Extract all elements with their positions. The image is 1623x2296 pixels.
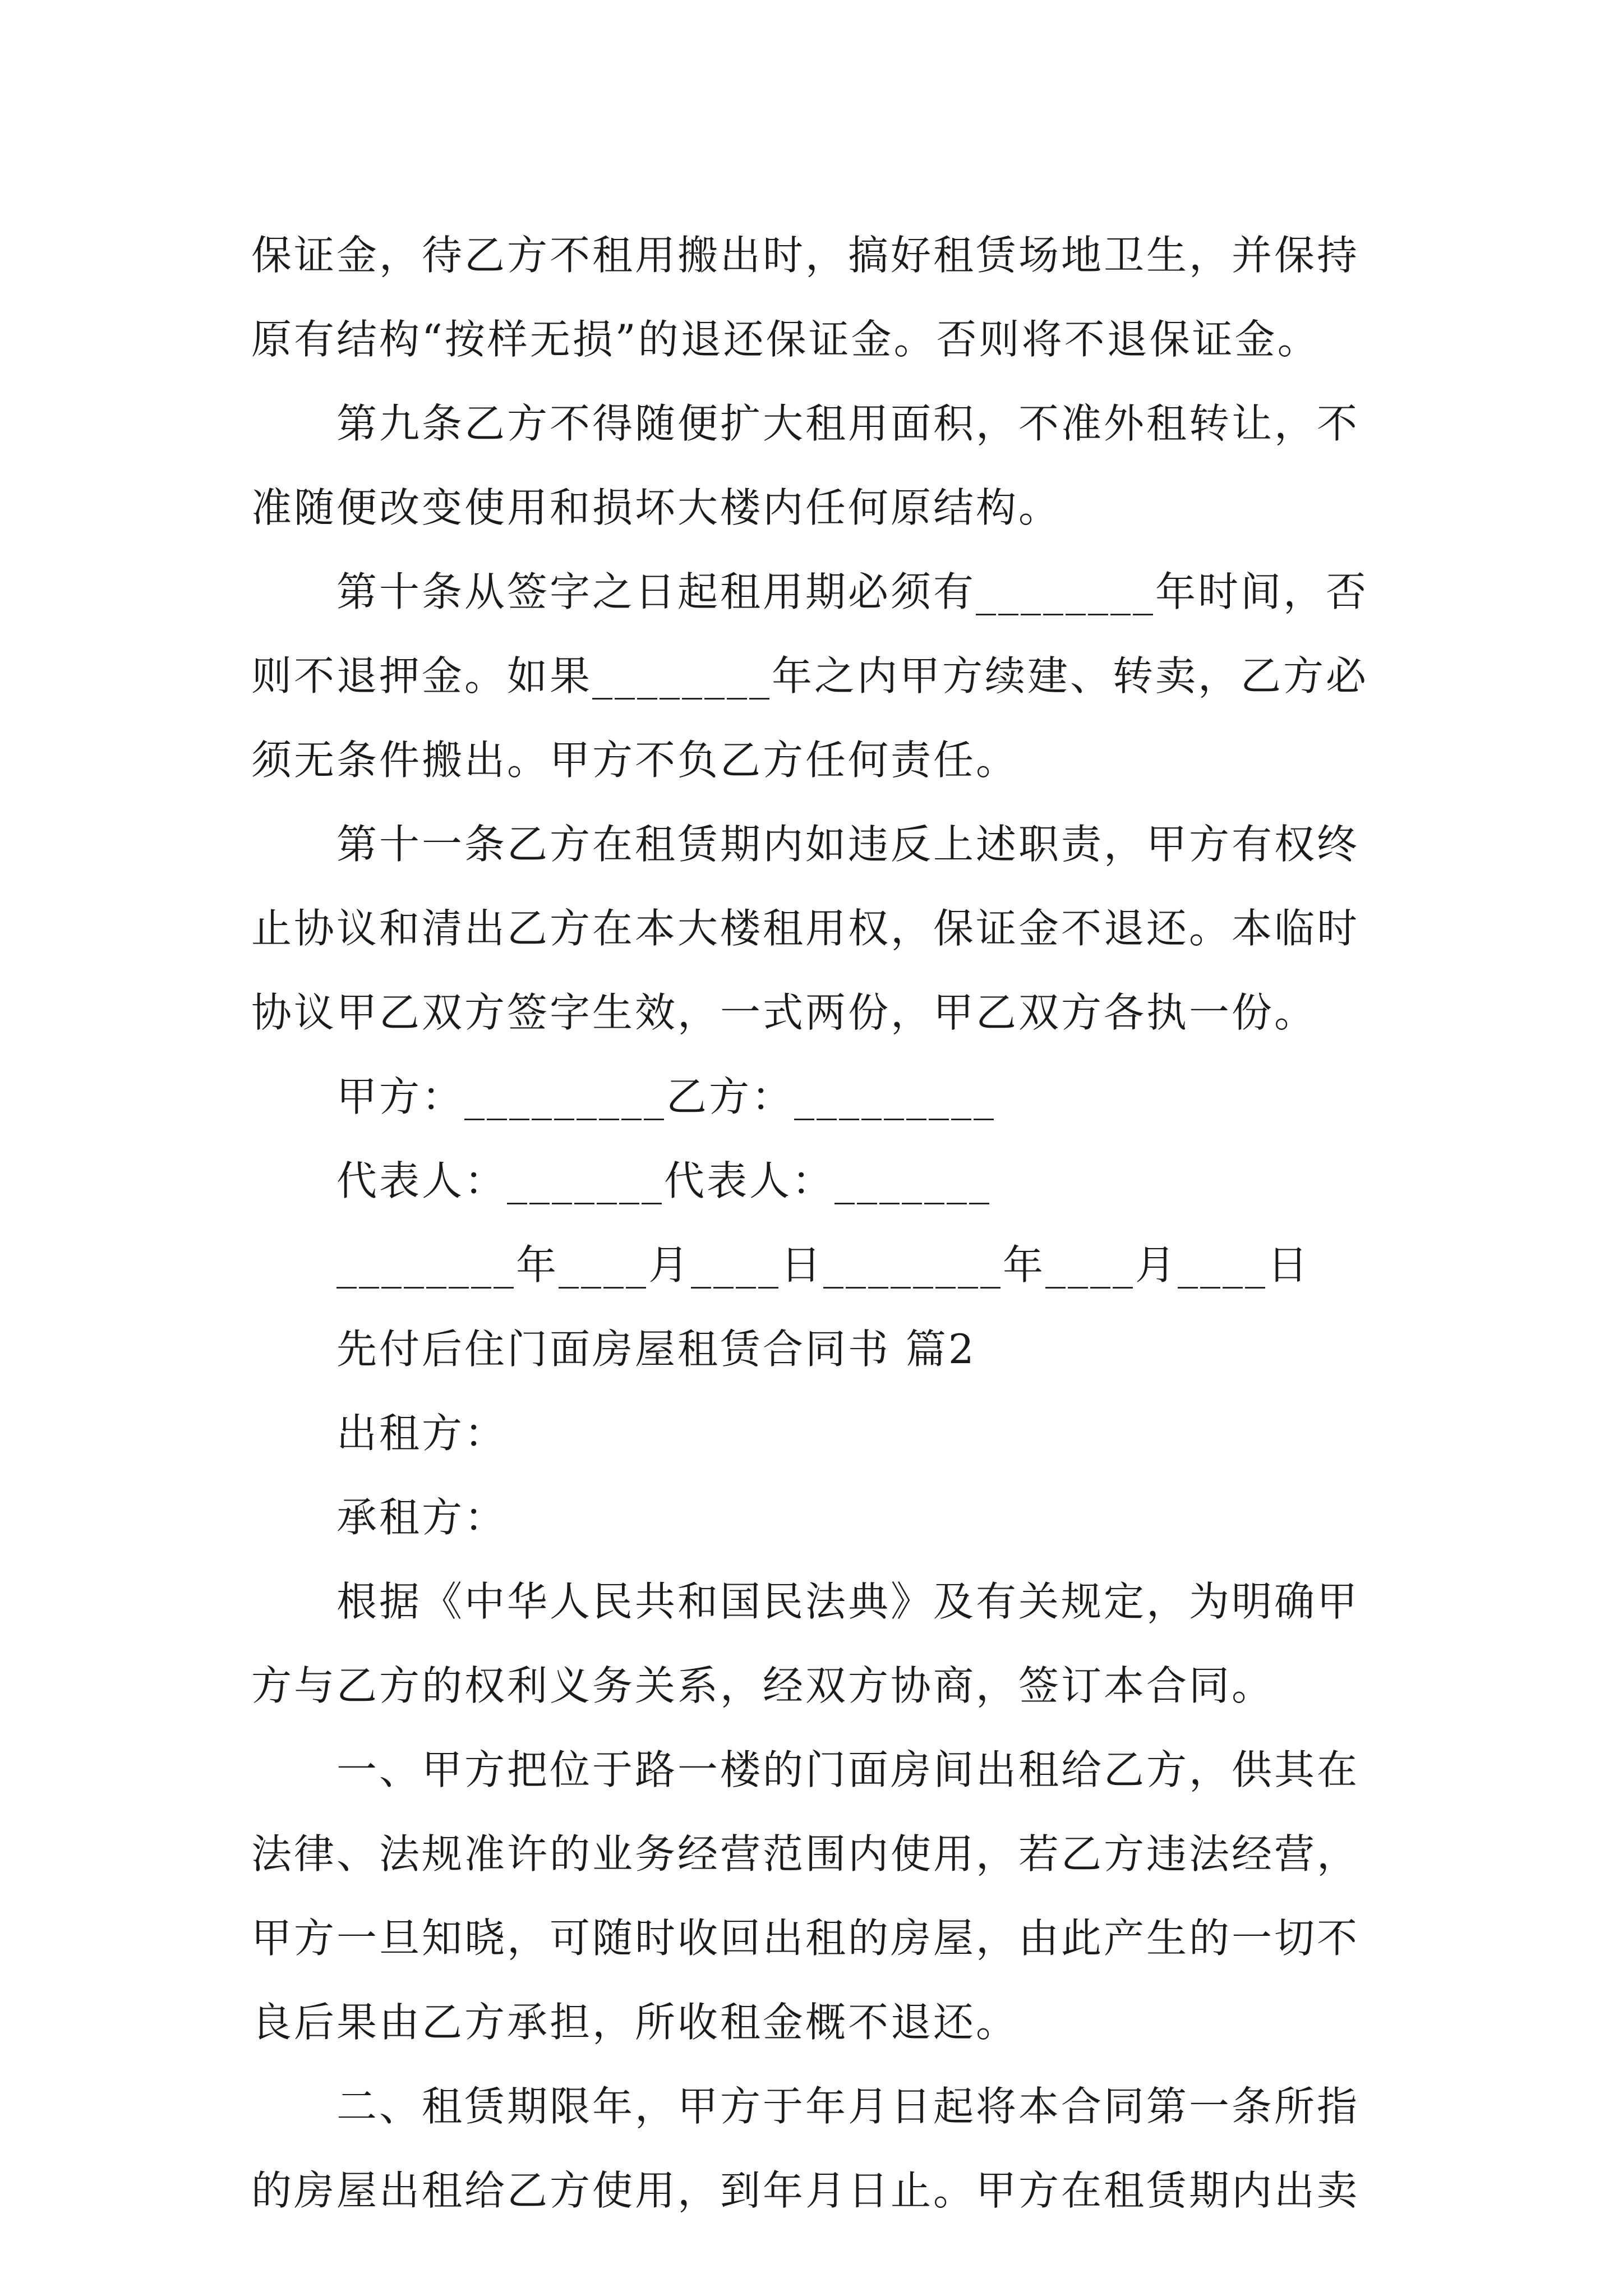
paragraph-line: 良后果由乙方承担，所收租金概不退还。 — [251, 1999, 1019, 2046]
paragraph-line: 保证金，待乙方不租用搬出时，搞好租赁场地卫生，并保持 — [251, 232, 1360, 279]
representative-signature-line: 代表人：_______代表人：_______ — [336, 1157, 992, 1204]
party-signature-line: 甲方：_________乙方：_________ — [336, 1073, 997, 1120]
lessee-label: 承租方： — [336, 1494, 508, 1541]
preamble-line: 根据《中华人民共和国民法典》及有关规定，为明确甲 — [336, 1578, 1360, 1625]
paragraph-line: 则不退押金。如果________年之内甲方续建、转卖，乙方必 — [251, 652, 1369, 700]
lessor-label: 出租方： — [336, 1410, 508, 1457]
clause-1-line: 一、甲方把位于路一楼的门面房间出租给乙方，供其在 — [336, 1746, 1360, 1793]
paragraph-line: 方与乙方的权利义务关系，经双方协商，签订本合同。 — [251, 1662, 1275, 1709]
paragraph-line: 协议甲乙双方签字生效，一式两份，甲乙双方各执一份。 — [251, 989, 1317, 1036]
paragraph-line: 止协议和清出乙方在本大楼租用权，保证金不退还。本临时 — [251, 905, 1360, 952]
paragraph-line: 原有结构“按样无损”的退还保证金。否则将不退保证金。 — [251, 316, 1320, 363]
paragraph-line: 法律、法规准许的业务经营范围内使用，若乙方违法经营， — [251, 1830, 1360, 1878]
document-page — [251, 213, 1390, 2233]
paragraph-line: 须无条件搬出。甲方不负乙方任何责任。 — [251, 737, 1019, 784]
article-11-line: 第十一条乙方在租赁期内如违反上述职责，甲方有权终 — [336, 821, 1360, 868]
paragraph-line: 甲方一旦知晓，可随时收回出租的房屋，由此产生的一切不 — [251, 1915, 1360, 1962]
paragraph-line: 的房屋出租给乙方使用，到年月日止。甲方在租赁期内出卖 — [251, 2167, 1360, 2214]
clause-2-line: 二、租赁期限年，甲方于年月日起将本合同第一条所指 — [336, 2083, 1360, 2130]
section-title: 先付后住门面房屋租赁合同书 篇2 — [336, 1326, 976, 1373]
date-signature-line: ________年____月____日________年____月____日 — [336, 1241, 1310, 1289]
paragraph-line: 准随便改变使用和损坏大楼内任何原结构。 — [251, 484, 1062, 531]
article-10-line: 第十条从签字之日起租用期必须有________年时间，否 — [336, 568, 1369, 615]
article-9-line: 第九条乙方不得随便扩大租用面积，不准外租转让，不 — [336, 400, 1360, 447]
